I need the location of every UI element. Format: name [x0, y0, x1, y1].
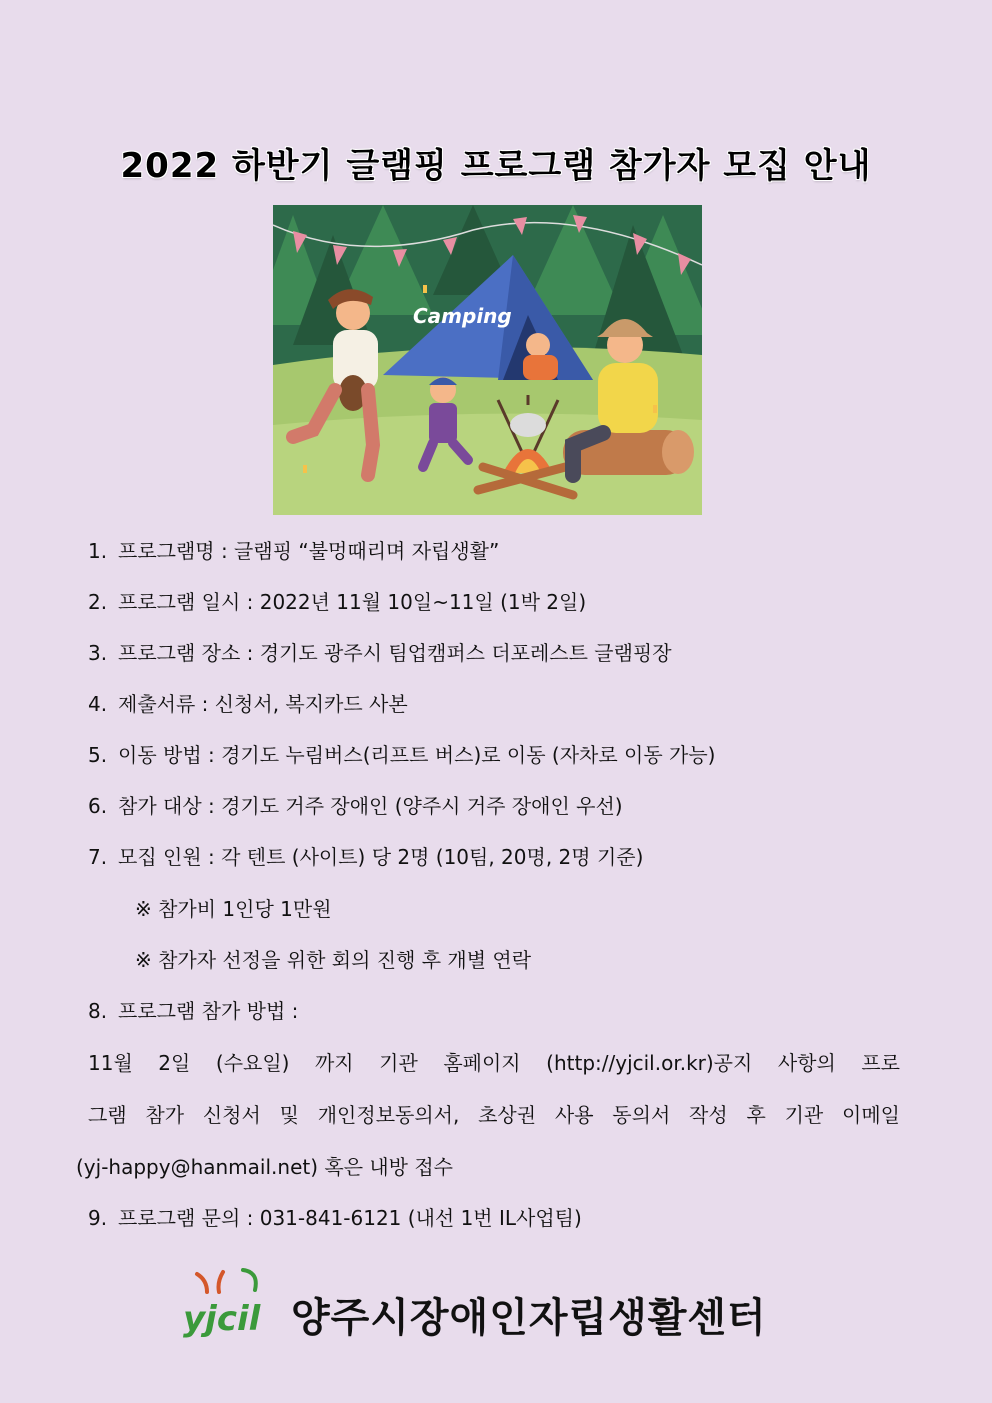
list-item-program-name: 1. 프로그램명 : 글램핑 “불멍때리며 자립생활” — [88, 539, 500, 563]
organization-name: 양주시장애인자립생활센터 — [291, 1295, 767, 1341]
list-item-contact: 9. 프로그램 문의 : 031-841-6121 (내선 1번 IL사업팀) — [88, 1206, 582, 1230]
application-detail-line-3: (yj-happy@hanmail.net) 혹은 내방 접수 — [76, 1155, 454, 1179]
list-item-documents: 4. 제출서류 : 신청서, 복지카드 사본 — [88, 692, 408, 716]
list-item-application-method: 8. 프로그램 참가 방법 : — [88, 999, 299, 1023]
page-title: 2022 하반기 글램핑 프로그램 참가자 모집 안내 — [120, 146, 872, 186]
camping-illustration — [273, 205, 702, 515]
organization-logo — [183, 1268, 803, 1348]
list-item-program-date: 2. 프로그램 일시 : 2022년 11월 10일~11일 (1박 2일) — [88, 590, 587, 614]
application-detail-line-1: 11월 2일 (수요일) 까지 기관 홈페이지 (http://yjcil.or.kr)공지 사항의 프로 — [88, 1051, 900, 1075]
tent-label: Camping — [413, 304, 512, 328]
note-selection: ※ 참가자 선정을 위한 회의 진행 후 개별 연락 — [135, 948, 532, 972]
list-item-program-location: 3. 프로그램 장소 : 경기도 광주시 팀업캠퍼스 더포레스트 글램핑장 — [88, 641, 672, 665]
logo-mark-text: yjcil — [183, 1299, 261, 1338]
list-item-eligibility: 6. 참가 대상 : 경기도 거주 장애인 (양주시 거주 장애인 우선) — [88, 794, 623, 818]
note-fee: ※ 참가비 1인당 1만원 — [135, 897, 332, 921]
yjcil-logo-icon — [183, 1268, 269, 1338]
list-item-transport: 5. 이동 방법 : 경기도 누림버스(리프트 버스)로 이동 (자차로 이동 가능) — [88, 743, 716, 767]
list-item-capacity: 7. 모집 인원 : 각 텐트 (사이트) 당 2명 (10팀, 20명, 2명 기준) — [88, 845, 644, 869]
application-detail-line-2: 그램 참가 신청서 및 개인정보동의서, 초상권 사용 동의서 작성 후 기관 이메일 — [88, 1103, 900, 1127]
